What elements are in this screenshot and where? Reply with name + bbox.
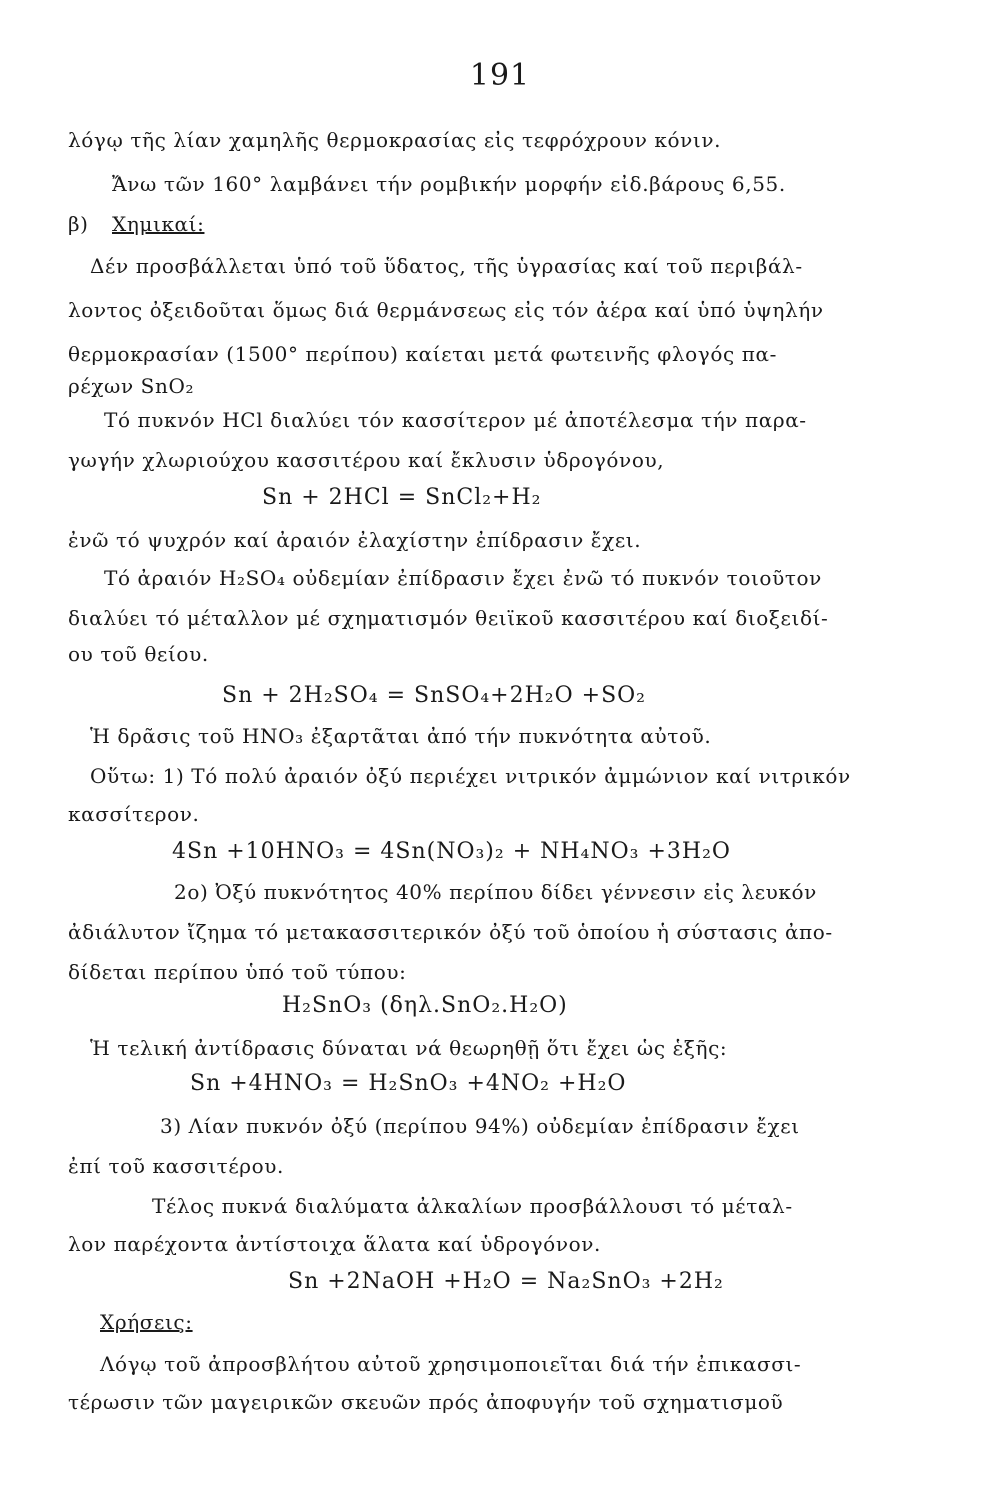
section-heading-chemical: Χημικαί: (112, 212, 205, 236)
text-line-11: διαλύει τό μέταλλον μέ σχηματισμόν θειϊκοῦ κασσιτέρου καί διοξειδί- (68, 606, 829, 630)
text-line-20: 3) Λίαν πυκνόν ὀξύ (περίπου 94%) οὐδεμίαν ἐπίδρασιν ἔχει (160, 1114, 800, 1138)
equation-metastannic: H₂SnO₃ (δηλ.SnO₂.H₂O) (282, 993, 568, 1018)
text-line-4: λοντος ὀξειδοῦται ὅμως διά θερμάνσεως εἰς τόν ἀέρα καί ὑπό ὑψηλήν (68, 298, 824, 322)
equation-h2so4: Sn + 2H₂SO₄ = SnSO₄+2H₂O +SO₂ (222, 683, 647, 708)
text-line-9: ἐνῶ τό ψυχρόν καί ἀραιόν ἐλαχίστην ἐπίδρασιν ἔχει. (68, 528, 642, 552)
equation-hcl: Sn + 2HCl = SnCl₂+H₂ (262, 485, 542, 510)
text-line-2: Ἄνω τῶν 160° λαμβάνει τήν ρομβικήν μορφήν εἰδ.βάρους 6,55. (112, 172, 786, 196)
text-line-21: ἐπί τοῦ κασσιτέρου. (68, 1154, 284, 1178)
text-line-19: Ἡ τελική ἀντίδρασις δύναται νά θεωρηθῇ ὅτι ἔχει ὡς ἑξῆς: (90, 1036, 728, 1060)
text-line-3: Δέν προσβάλλεται ὑπό τοῦ ὕδατος, τῆς ὑγρασίας καί τοῦ περιβάλ- (90, 254, 803, 278)
text-line-13: Ἡ δρᾶσις τοῦ HNO₃ ἐξαρτᾶται ἀπό τήν πυκνότητα αὐτοῦ. (90, 724, 712, 748)
equation-naoh: Sn +2NaOH +H₂O = Na₂SnO₃ +2H₂ (288, 1269, 724, 1294)
text-line-7: Τό πυκνόν HCl διαλύει τόν κασσίτερον μέ ἀποτέλεσμα τήν παρα- (104, 408, 807, 432)
text-line-18: δίδεται περίπου ὑπό τοῦ τύπου: (68, 960, 407, 984)
text-line-5: θερμοκρασίαν (1500° περίπου) καίεται μετά φωτεινῆς φλογός πα- (68, 342, 777, 366)
text-line-16: 2ο) Ὀξύ πυκνότητος 40% περίπου δίδει γέννεσιν εἰς λευκόν (174, 880, 817, 904)
text-line-15: κασσίτερον. (68, 802, 200, 826)
text-line-14: Οὕτω: 1) Τό πολύ ἀραιόν ὀξύ περιέχει νιτρικόν ἀμμώνιον καί νιτρικόν (90, 764, 851, 788)
text-line-22: Τέλος πυκνά διαλύματα ἀλκαλίων προσβάλλουσι τό μέταλ- (152, 1194, 793, 1218)
text-line-23: λον παρέχοντα ἀντίστοιχα ἅλατα καί ὑδρογόνον. (68, 1232, 601, 1256)
text-line-17: ἀδιάλυτον ἴζημα τό μετακασσιτερικόν ὀξύ τοῦ ὁποίου ἡ σύστασις ἀπο- (68, 920, 833, 944)
text-line-12: ου τοῦ θείου. (68, 642, 209, 666)
section-letter: β) (68, 212, 89, 236)
text-line-1: λόγῳ τῆς λίαν χαμηλῆς θερμοκρασίας εἰς τεφρόχρουν κόνιν. (68, 128, 722, 152)
equation-hno3-final: Sn +4HNO₃ = H₂SnO₃ +4NO₂ +H₂O (190, 1071, 627, 1096)
text-line-25: τέρωσιν τῶν μαγειρικῶν σκευῶν πρός ἀποφυγήν τοῦ σχηματισμοῦ (68, 1390, 784, 1414)
text-line-24: Λόγῳ τοῦ ἀπροσβλήτου αὐτοῦ χρησιμοποιεῖται διά τήν ἐπικασσι- (100, 1352, 802, 1376)
section-heading-uses: Χρήσεις: (100, 1310, 193, 1334)
page-number: 191 (469, 58, 531, 93)
text-line-8: γωγήν χλωριούχου κασσιτέρου καί ἔκλυσιν ὑδρογόνου, (68, 448, 665, 472)
equation-hno3-dilute: 4Sn +10HNO₃ = 4Sn(NO₃)₂ + NH₄NO₃ +3H₂O (172, 839, 731, 864)
text-line-10: Τό ἀραιόν H₂SO₄ οὐδεμίαν ἐπίδρασιν ἔχει ἐνῶ τό πυκνόν τοιοῦτον (104, 566, 822, 590)
text-line-6: ρέχων SnO₂ (68, 374, 195, 398)
